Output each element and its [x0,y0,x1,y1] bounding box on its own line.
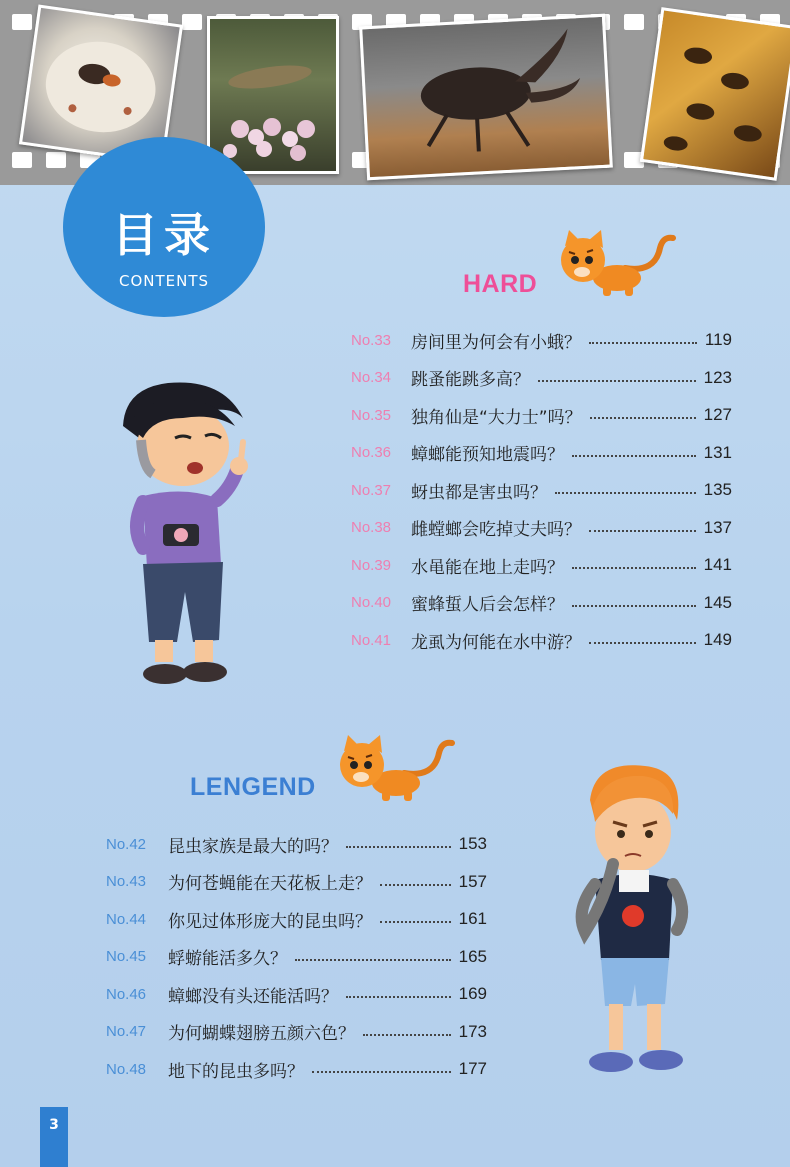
entry-title: 为何蝴蝶翅膀五颜六色？ [168,1024,355,1044]
leader-dots [346,996,451,998]
entry-number: No.42 [106,835,147,853]
film-hole [624,14,644,30]
leader-dots [572,605,696,607]
contents-subtitle: CONTENTS [118,272,210,290]
toc-entry[interactable] [106,1057,487,1081]
page-number: 3 [40,1107,68,1167]
toc-entry[interactable] [106,832,487,856]
entry-number: No.34 [351,369,392,386]
entry-title: 蟑螂没有头还能活吗？ [168,986,338,1007]
entry-title: 你见过体形庞大的昆虫吗？ [168,911,372,932]
photo-honeybees [640,7,790,181]
entry-number: No.46 [106,985,147,1003]
entry-number: No.43 [106,873,147,890]
entry-title: 蟑螂能预知地震吗？ [411,445,564,465]
entry-page: 135 [703,480,732,499]
entry-page: 161 [458,909,487,928]
toc-entry[interactable] [106,870,487,894]
entry-title: 为何苍蝇能在天花板上走？ [168,874,372,894]
section-title-hard: HARD [463,270,538,298]
toc-entry[interactable] [351,553,732,577]
contents-badge [63,137,265,317]
entry-number: No.38 [351,519,392,536]
entry-number: No.41 [351,631,392,649]
tiger-cat-icon-2 [334,733,456,805]
entry-title: 独角仙是“大力士”吗？ [411,407,582,428]
leader-dots [346,846,451,848]
toc-entry[interactable] [106,982,487,1006]
entry-page: 137 [703,517,732,537]
leader-dots [363,1034,451,1036]
leader-dots [555,492,696,494]
leader-dots [380,884,451,886]
leader-dots [589,530,696,532]
entry-page: 173 [458,1021,487,1041]
entry-number: No.35 [351,406,392,424]
entry-title: 地下的昆虫多吗？ [168,1061,304,1082]
film-hole [12,152,32,168]
entry-page: 157 [458,871,487,891]
leader-dots [572,455,696,457]
entry-page: 165 [458,946,487,966]
toc-entry[interactable] [106,945,487,969]
entry-title: 昆虫家族是最大的吗？ [168,836,338,857]
toc-entry[interactable] [351,628,732,652]
leader-dots [589,642,696,644]
beetle-illustration [362,17,609,177]
entry-title: 水黾能在地上走吗？ [411,557,564,578]
film-hole [12,14,32,30]
entry-page: 131 [703,442,732,462]
toc-entry[interactable] [106,907,487,931]
film-hole [46,152,66,168]
photo-grasshopper [207,16,339,174]
toc-entry[interactable] [351,328,732,352]
tiger-cat-icon [555,228,677,300]
entry-page: 119 [704,330,732,349]
entry-number: No.37 [351,481,392,499]
toc-entry[interactable] [351,516,732,540]
entry-number: No.33 [351,331,392,349]
leader-dots [538,380,696,382]
leader-dots [295,959,451,961]
boy-thinking-illustration [565,760,705,1085]
entry-page: 169 [458,984,487,1003]
toc-entry[interactable] [351,591,732,615]
leader-dots [312,1071,451,1073]
contents-title: 目录 [112,208,216,262]
entry-number: No.45 [106,948,147,965]
toc-entry[interactable] [351,403,732,427]
leader-dots [380,921,451,923]
entry-page: 177 [458,1059,487,1078]
film-hole [182,14,202,30]
grasshopper-illustration [210,19,336,171]
toc-entry[interactable] [351,366,732,390]
entry-page: 123 [703,367,732,387]
toc-entry[interactable] [351,441,732,465]
entry-title: 房间里为何会有小蛾？ [411,332,581,353]
entry-number: No.39 [351,556,392,574]
entry-page: 153 [458,834,487,853]
leader-dots [589,342,697,344]
entry-number: No.48 [106,1060,147,1078]
boy-pointing-illustration [113,378,253,690]
entry-page: 127 [703,405,732,424]
entry-number: No.47 [106,1023,147,1040]
entry-title: 蜜蜂蜇人后会怎样？ [411,595,564,615]
bees-illustration [643,11,790,178]
entry-title: 蚜虫都是害虫吗？ [411,482,547,503]
entry-title: 跳蚤能跳多高？ [411,370,530,390]
photo-rhinoceros-beetle [359,14,613,181]
entry-number: No.36 [351,444,392,461]
entry-page: 149 [703,630,732,649]
entry-title: 雌螳螂会吃掉丈夫吗？ [411,520,581,540]
entry-title: 龙虱为何能在水中游？ [411,632,581,653]
entry-number: No.44 [106,910,147,928]
entry-number: No.40 [351,594,392,611]
leader-dots [572,567,696,569]
entry-title: 蜉蝣能活多久？ [168,949,287,969]
toc-entry[interactable] [351,478,732,502]
section-title-legend: LENGEND [190,773,316,801]
entry-page: 145 [703,592,732,612]
leader-dots [590,417,696,419]
entry-page: 141 [703,555,732,574]
toc-entry[interactable] [106,1020,487,1044]
